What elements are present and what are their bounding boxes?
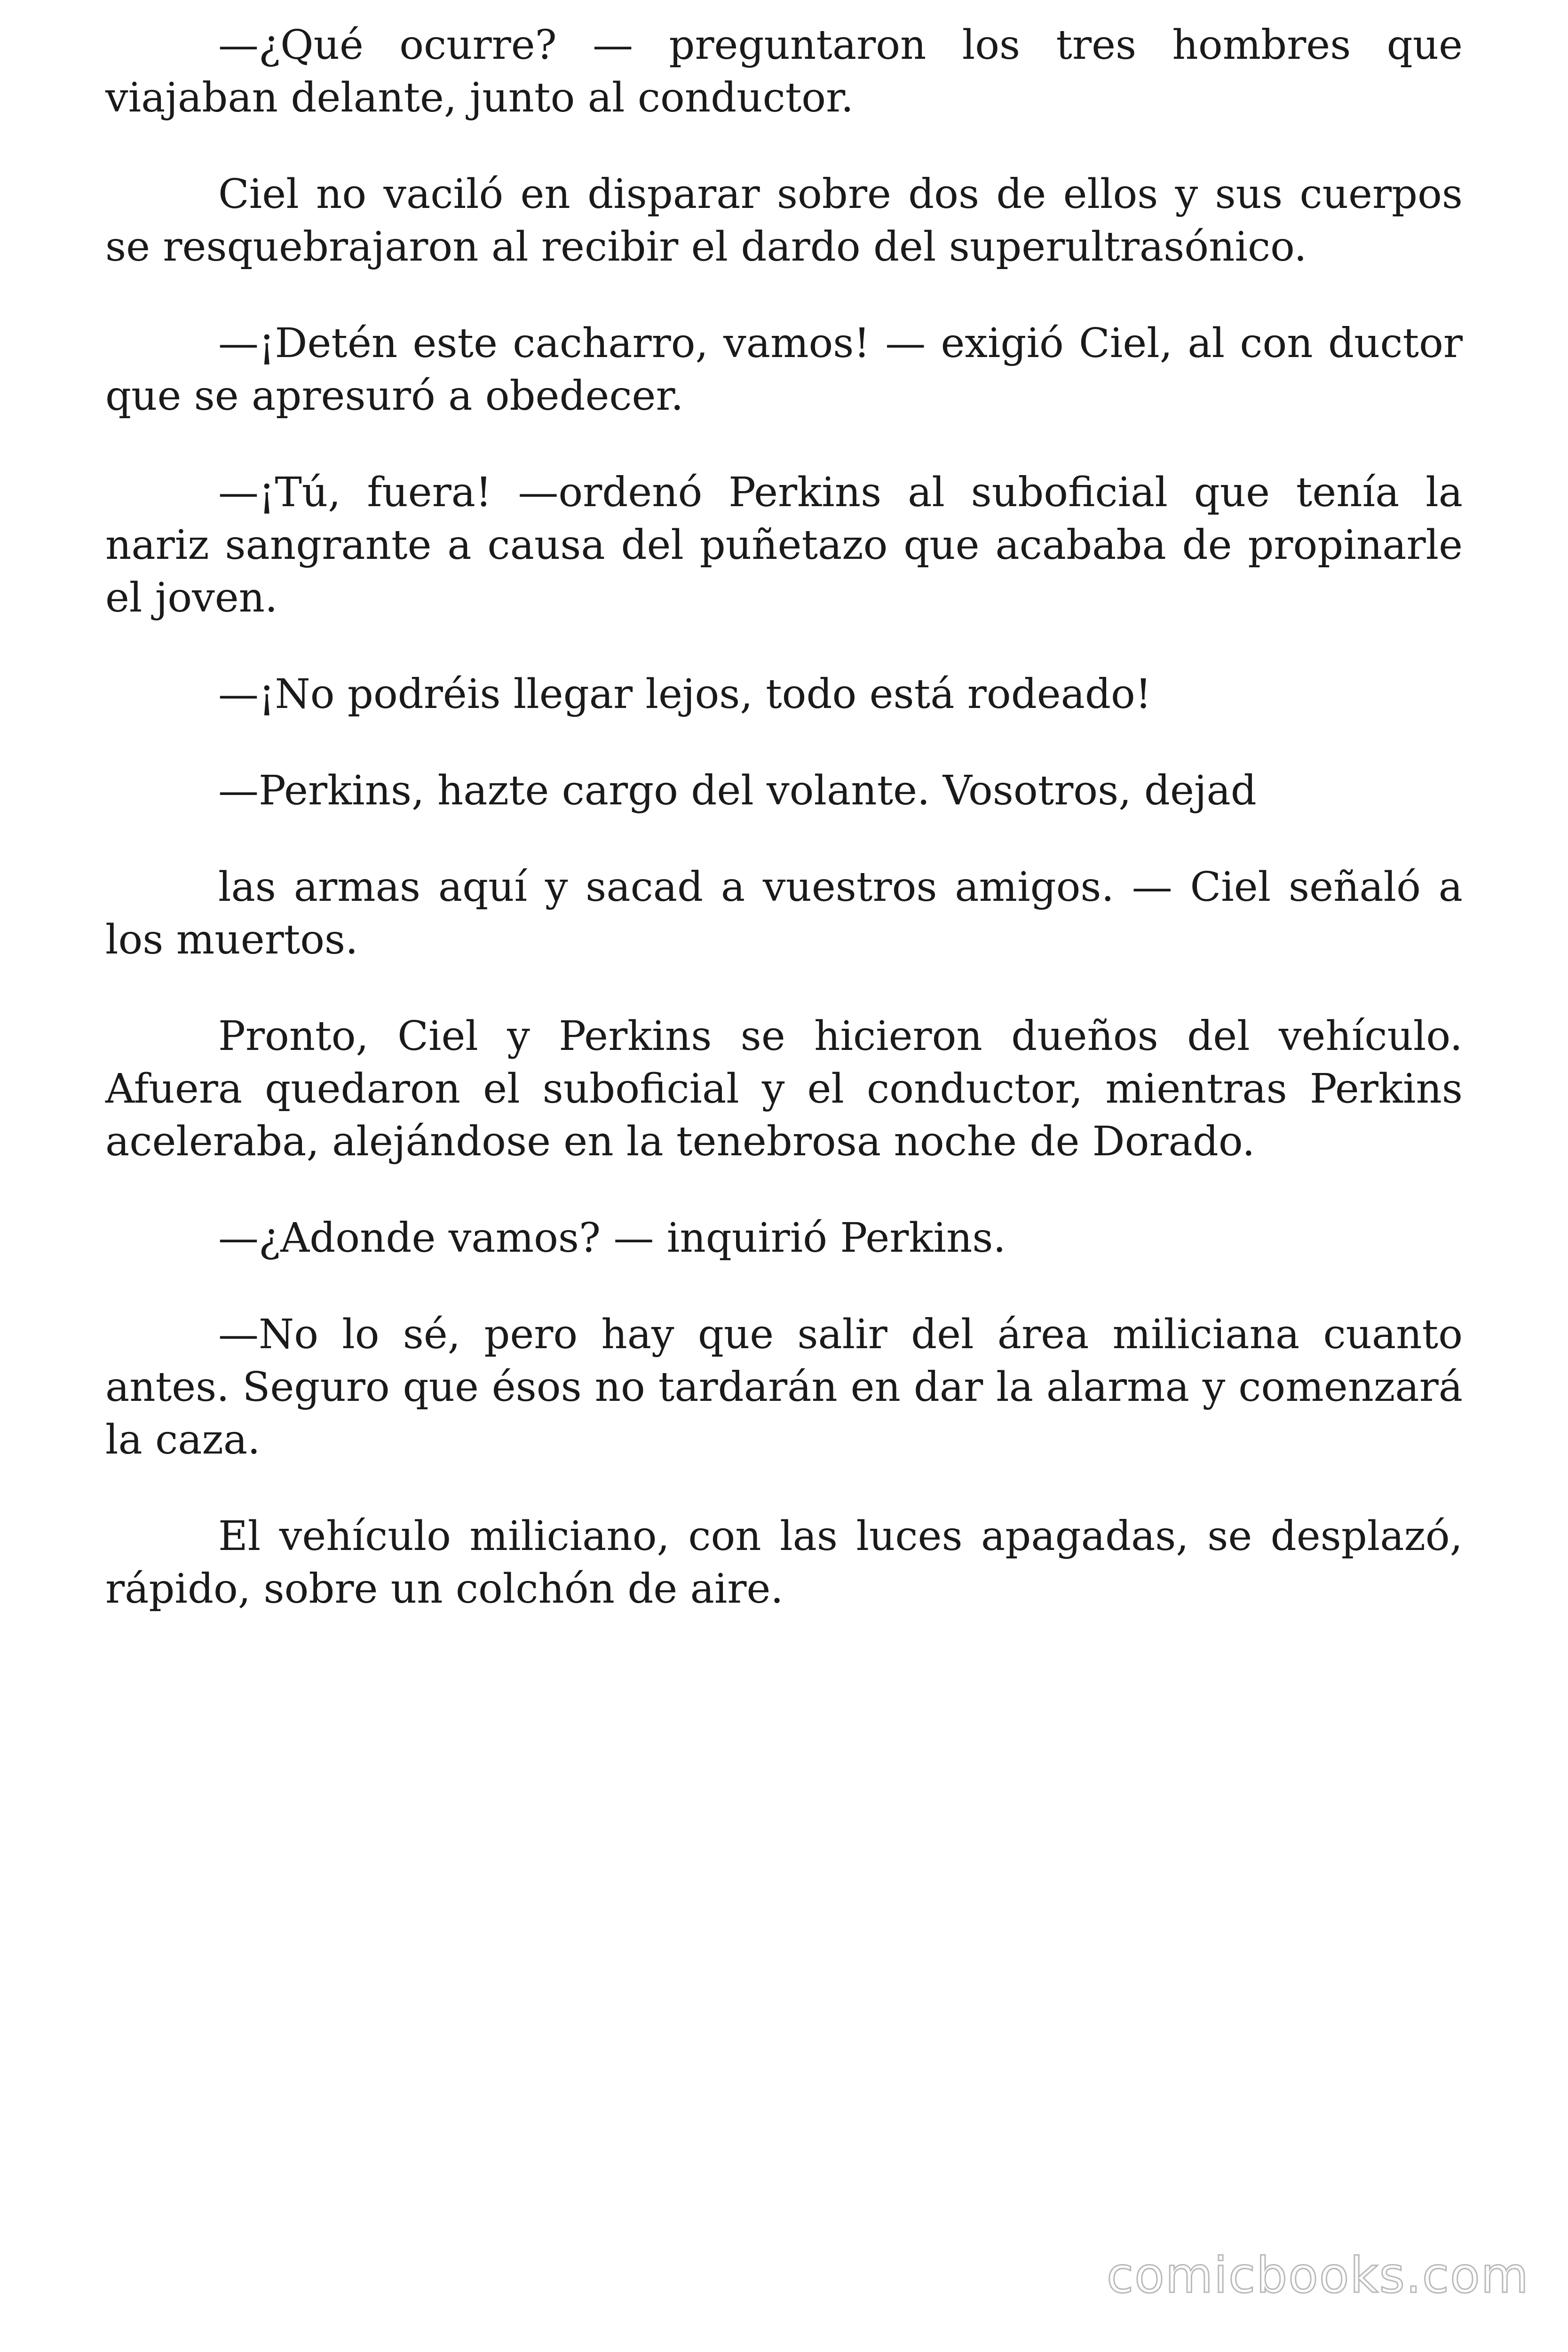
- book-page: [105, 19, 1463, 1659]
- paragraph-8: Pronto, Ciel y Perkins se hicieron dueños del vehículo. Afuera quedaron el suboficial y el conductor, mientras Perkins aceleraba, alejándose en la tenebrosa noche de Dorado.: [105, 1013, 1463, 1165]
- paragraph-2: Ciel no vaciló en disparar sobre dos de ellos y sus cuerpos se resquebrajaron al recibir el dardo del superultrasónico.: [105, 171, 1463, 270]
- paragraph-11: El vehículo miliciano, con las luces apagadas, se desplazó, rápido, sobre un colchón de aire.: [105, 1513, 1463, 1613]
- paragraph-7: las armas aquí y sacad a vuestros amigos. — Ciel señaló a los muertos.: [105, 864, 1463, 963]
- paragraph-6: —Perkins, hazte cargo del volante. Vosotros, dejad: [218, 767, 1257, 814]
- paragraph-3: —¡Detén este cacharro, vamos! — exigió Ciel, al con ductor que se apresuró a obedecer.: [105, 320, 1463, 420]
- paragraph-5: —¡No podréis llegar lejos, todo está rodeado!: [218, 671, 1152, 718]
- paragraph-10: —No lo sé, pero hay que salir del área miliciana cuanto antes. Seguro que ésos no tardarán en dar la alarma y comenzará la caza.: [105, 1311, 1463, 1463]
- paragraph-4: —¡Tú, fuera! —ordenó Perkins al suboficial que tenía la nariz sangrante a causa del puñetazo que acababa de propinarle el joven.: [105, 469, 1463, 621]
- paragraph-1: —¿Qué ocurre? — preguntaron los tres hombres que viajaban delante, junto al conductor.: [105, 22, 1463, 121]
- paragraph-9: —¿Adonde vamos? — inquirió Perkins.: [218, 1215, 1006, 1262]
- watermark-logo: comicbooks.com: [1106, 2247, 1529, 2304]
